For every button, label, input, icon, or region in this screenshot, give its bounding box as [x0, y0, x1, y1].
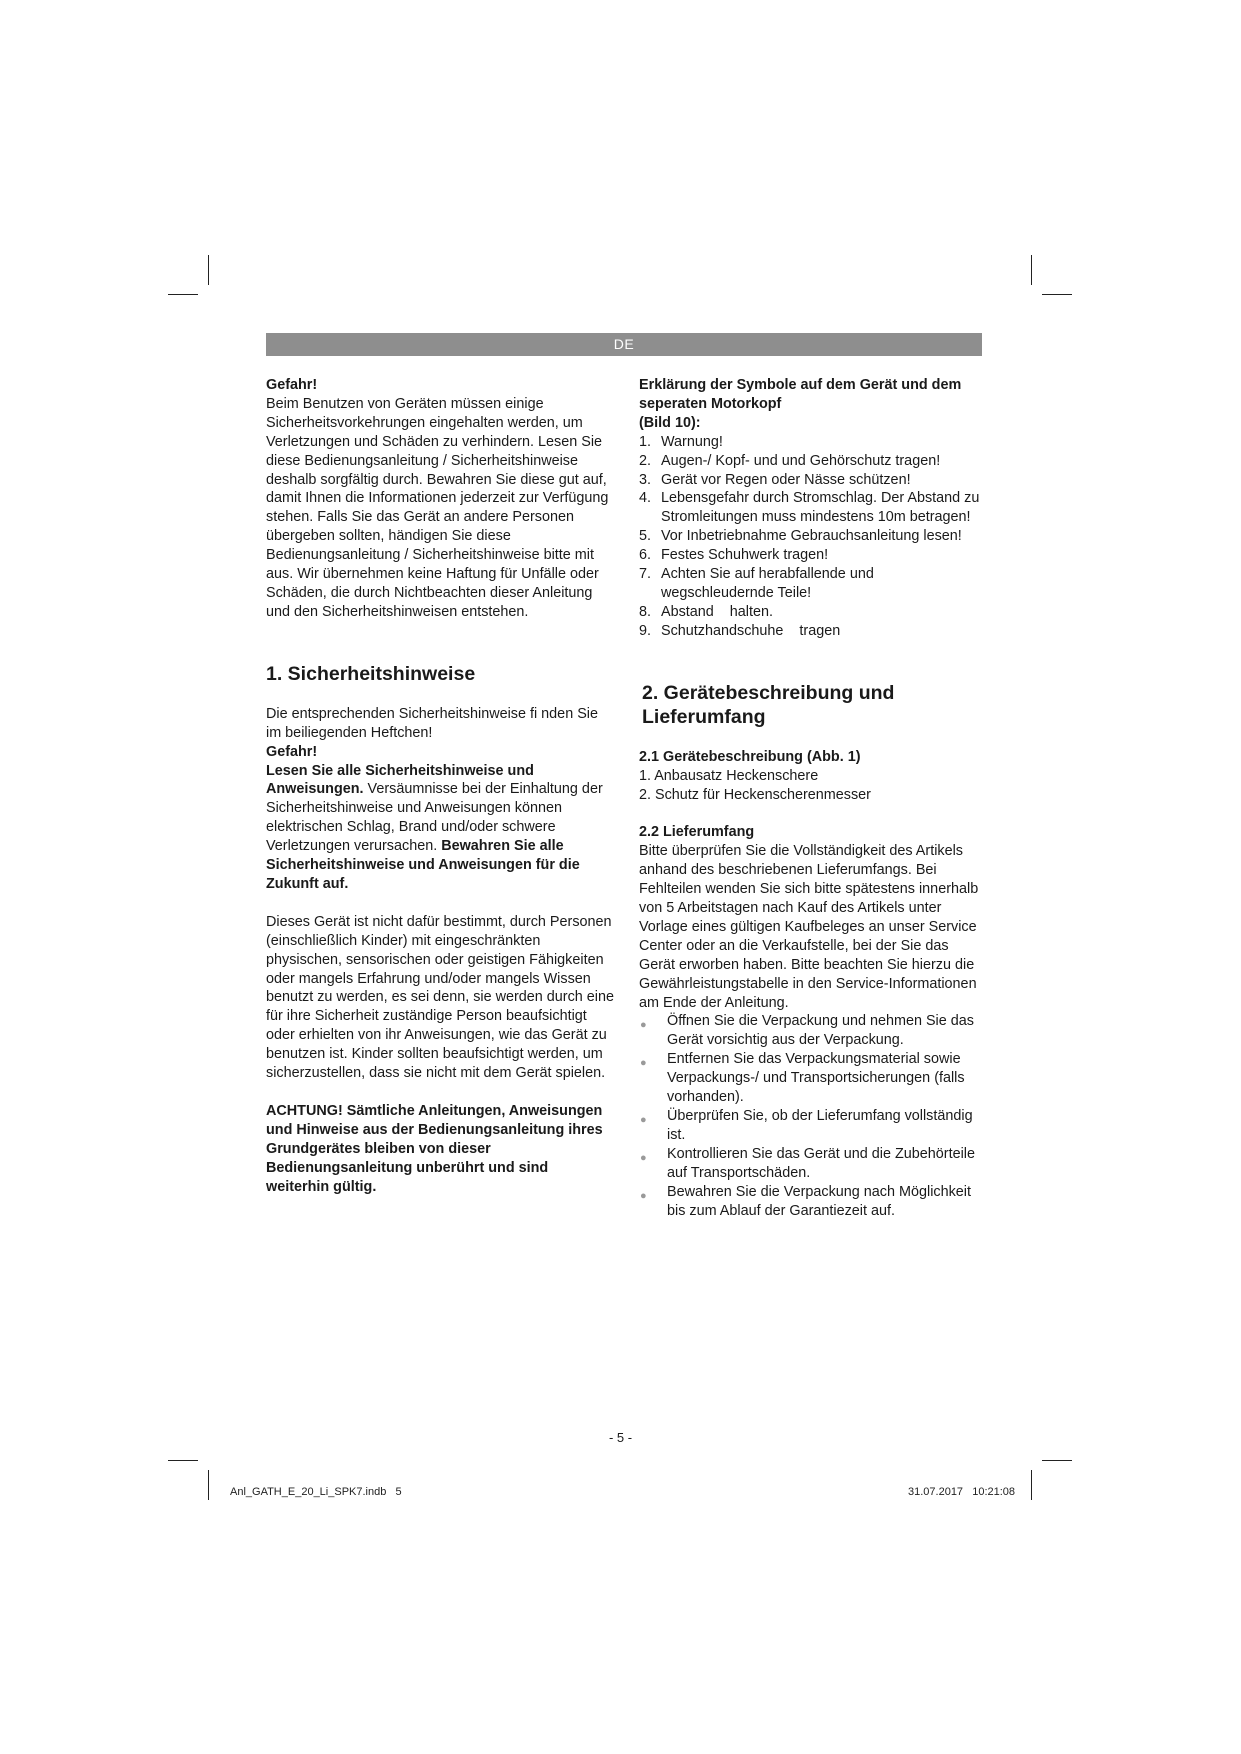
symbol-item: 5. Vor Inbetriebnahme Gebrauchsanleitung lesen! [639, 528, 962, 545]
checklist-item: ● Bewahren Sie die Verpackung nach Möglichkeit bis zum Ablauf der Garantiezeit auf. [640, 1183, 971, 1219]
section-1-intro: Die entsprechenden Sicherheitshinweise fi nden Sie im beiliegenden Heftchen! [266, 705, 598, 741]
section-1-title: 1. Sicherheitshinweise [266, 662, 476, 685]
bullet-icon: ● [640, 1019, 647, 1032]
instructions-bold-keep: Bewahren Sie alle Sicherheitshinweise und Anweisungen für die Zukunft auf. [266, 838, 580, 892]
section-1-instructions [266, 762, 614, 894]
section-2-1-title: 2.1 Gerätebeschreibung (Abb. 1) [639, 748, 861, 765]
symbol-item: 3. Gerät vor Regen oder Nässe schützen! [639, 471, 911, 488]
symbols-title: Erklärung der Symbole auf dem Gerät und dem seperaten Motorkopf [639, 377, 962, 412]
instructions-bold-lead: Lesen Sie alle Sicherheitshinweise und Anweisungen. [266, 762, 534, 798]
bullet-icon: ● [640, 1114, 647, 1126]
symbols-list [639, 433, 984, 641]
symbol-item: 6. Festes Schuhwerk tragen! [639, 547, 829, 564]
left-column [266, 376, 614, 1197]
bullet-icon: ● [640, 1057, 647, 1070]
description-item: 1. Anbausatz Heckenschere [639, 767, 819, 784]
symbol-item: 2. Augen-/ Kopf- und und Gehörschutz tragen! [639, 452, 941, 469]
crop-mark-top-right-vertical [1031, 255, 1032, 285]
checklist-item: ● Überprüfen Sie, ob der Lieferumfang vollständig ist. [640, 1108, 973, 1143]
crop-mark-bottom-left-horizontal [168, 1460, 198, 1461]
delivery-checklist [639, 1012, 984, 1220]
danger-body: Beim Benutzen von Geräten müssen einige Sicherheitsvorkehrungen eingehalten werden, um Verletzungen und Schäden zu verhindern. Lesen Sie diese Bedienungsanleitung / Sicherheitshinweise deshalb sorgfältig durch. Bewahren Sie diese gut auf, damit Ihnen die Informationen jederzeit zur Verfügung stehen. Falls Sie das Gerät an andere Personen übergeben sollten, händigen Sie diese Bedienungsanleitung / Sicherheitshinweise bitte mit aus. Wir übernehmen keine Haftung für Unfälle oder Schäden, die durch Nichtbeachten dieser Anleitung und den Sicherheitshinweisen entstehen. [266, 395, 609, 620]
language-label: DE [613, 336, 635, 352]
section-2-title: 2. Gerätebeschreibung und Lieferumfang [642, 681, 895, 728]
instructions-text: Versäumnisse bei der Einhaltung der Sicherheitshinweise und Anweisungen können elektrischen Schlag, Brand und/oder schwere Verletzungen verursachen. [266, 781, 603, 855]
symbol-item: 1. Warnung! [639, 433, 723, 450]
section-2-2-title: 2.2 Lieferumfang [639, 824, 755, 841]
symbol-item: 7. Achten Sie auf herabfallende und wegschleudernde Teile! [639, 566, 874, 601]
danger-title: Gefahr! [266, 377, 318, 393]
crop-mark-top-left-horizontal [168, 294, 198, 295]
symbol-item: 9. Schutzhandschuhe tragen [639, 622, 841, 639]
bullet-icon: ● [640, 1189, 647, 1202]
checklist-item: ● Kontrollieren Sie das Gerät und die Zubehörteile auf Transportschäden. [640, 1145, 975, 1181]
symbol-item: 8. Abstand halten. [639, 603, 774, 620]
file-slug: Anl_GATH_E_20_Li_SPK7.indb 5 [230, 1486, 402, 1498]
print-timestamp: 31.07.2017 10:21:08 [908, 1486, 1016, 1498]
symbols-figure-ref: (Bild 10): [639, 414, 701, 431]
description-item: 2. Schutz für Heckenscherenmesser [639, 786, 871, 803]
crop-mark-bottom-right-horizontal [1042, 1460, 1072, 1461]
children-warning: Dieses Gerät ist nicht dafür bestimmt, durch Personen (einschließlich Kinder) mit eingeschränkten physischen, sensorischen oder geistigen Fähigkeiten oder mangels Erfahrung und/oder mangels Wissen benutzt zu werden, es sei denn, sie werden durch eine für ihre Sicherheit zuständige Person beaufsichtigt oder erhielten von ihr Anweisungen, wie das Gerät zu benutzen ist. Kinder sollten beaufsichtigt werden, um sicherzustellen, dass sie nicht mit dem Gerät spielen. [266, 913, 614, 1082]
crop-mark-bottom-left-vertical [208, 1470, 209, 1500]
language-header-bar [266, 333, 982, 356]
checklist-item: ● Entfernen Sie das Verpackungsmaterial sowie Verpackungs-/ und Transportsicherungen (falls vorhanden). [640, 1051, 965, 1106]
section-1-danger: Gefahr! [266, 743, 318, 760]
crop-mark-top-right-horizontal [1042, 294, 1072, 295]
delivery-body: Bitte überprüfen Sie die Vollständigkeit des Artikels anhand des beschriebenen Lieferumfangs. Bei Fehlteilen wenden Sie sich bitte spätestens innerhalb von 5 Arbeitstagen nach Kauf des Artikels unter Vorlage eines gültigen Kaufbeleges an unser Service Center oder an die Verkaufstelle, bei der Sie das Gerät erworben haben. Bitte beachten Sie hierzu die Gewährleistungstabelle in den Service-Informationen am Ende der Anleitung. [639, 843, 979, 1011]
crop-mark-top-left-vertical [208, 255, 209, 285]
page-number: - 5 - [608, 1430, 633, 1445]
checklist-item: ● Öffnen Sie die Verpackung und nehmen Sie das Gerät vorsichtig aus der Verpackung. [640, 1013, 974, 1049]
attention-note: ACHTUNG! Sämtliche Anleitungen, Anweisungen und Hinweise aus der Bedienungsanleitung ihres Grundgerätes bleiben von dieser Bedienungsanleitung unberührt und sind weiterhin gültig. [266, 1103, 603, 1195]
bullet-icon: ● [640, 1151, 647, 1164]
crop-mark-bottom-right-vertical [1031, 1470, 1032, 1500]
right-column [639, 376, 984, 1220]
symbol-item: 4. Lebensgefahr durch Stromschlag. Der Abstand zu Stromleitungen muss mindestens 10m betragen! [639, 490, 980, 526]
